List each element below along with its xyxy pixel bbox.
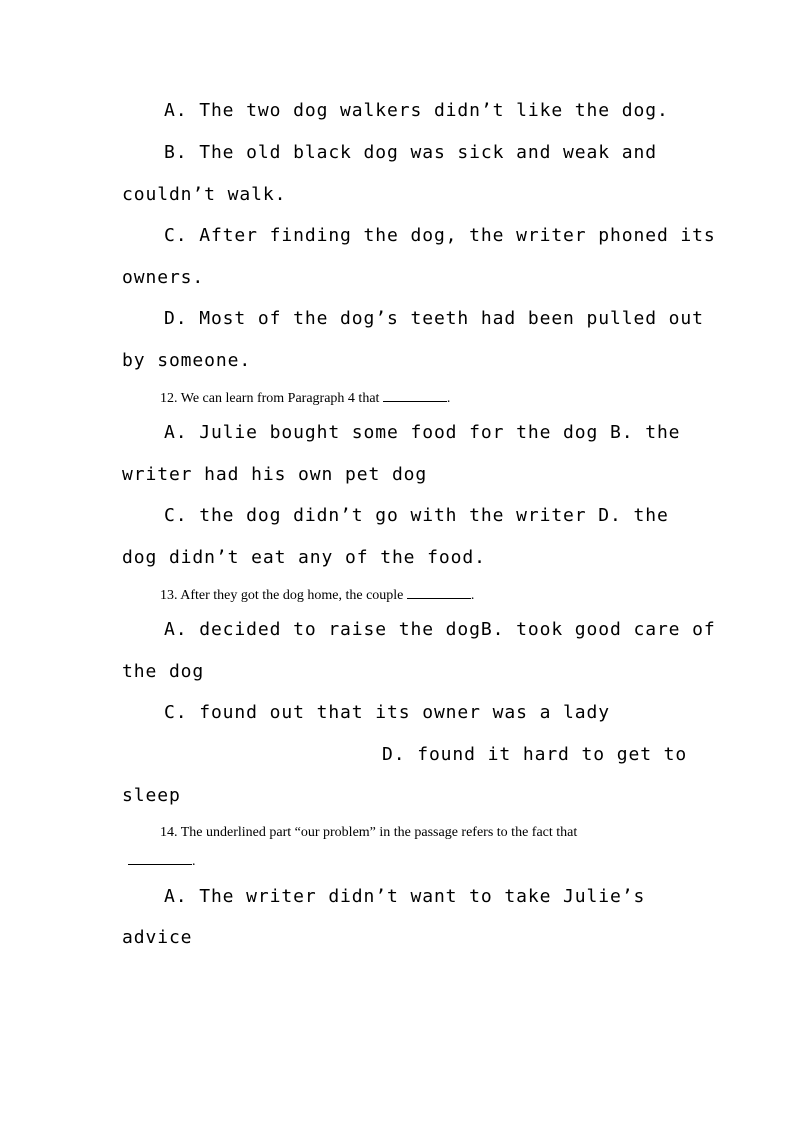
q14-stem-end: . (192, 854, 196, 869)
q12-option-ab-line1: A. Julie bought some food for the dog B. the (164, 422, 681, 443)
q12-stem (160, 389, 450, 408)
q13-option-ab-line1: A. decided to raise the dogB. took good care of (164, 619, 716, 640)
q13-stem-text: 13. After they got the dog home, the couple (160, 588, 407, 603)
q12-answer-blank (383, 389, 447, 402)
q13-answer-blank (407, 586, 471, 599)
q13-stem-end: . (470, 588, 475, 603)
q11-option-d-line2: by someone. (122, 350, 252, 371)
q13-option-c: C. found out that its owner was a lady (164, 702, 611, 723)
q14-stem: 14. The underlined part “our problem” in the passage refers to the fact that (160, 825, 578, 840)
q13-option-ab-line2: the dog (122, 661, 205, 682)
q11-option-b-line2: couldn’t walk. (122, 184, 287, 205)
q11-option-c-line1: C. After finding the dog, the writer phoned its (164, 225, 716, 246)
q12-stem-text: 12. We can learn from Paragraph 4 that (160, 391, 383, 406)
q12-option-cd-line1: C. the dog didn’t go with the writer D. the (164, 505, 669, 526)
q14-answer-blank (128, 852, 192, 865)
q13-stem (160, 586, 474, 605)
q11-option-a: A. The two dog walkers didn’t like the dog. (164, 100, 669, 121)
q14-stem-line2 (128, 852, 196, 871)
q14-option-a-line2: advice (122, 927, 193, 948)
q13-option-d-line2: sleep (122, 785, 181, 806)
q12-option-ab-line2: writer had his own pet dog (122, 464, 428, 485)
q12-option-cd-line2: dog didn’t eat any of the food. (122, 547, 486, 568)
q11-option-d-line1: D. Most of the dog’s teeth had been pulled out (164, 308, 704, 329)
q11-option-c-line2: owners. (122, 267, 205, 288)
q12-stem-end: . (446, 391, 451, 406)
q11-option-b-line1: B. The old black dog was sick and weak and (164, 142, 657, 163)
q13-option-d-line1: D. found it hard to get to (382, 744, 688, 765)
q14-option-a-line1: A. The writer didn’t want to take Julie’s (164, 886, 646, 907)
